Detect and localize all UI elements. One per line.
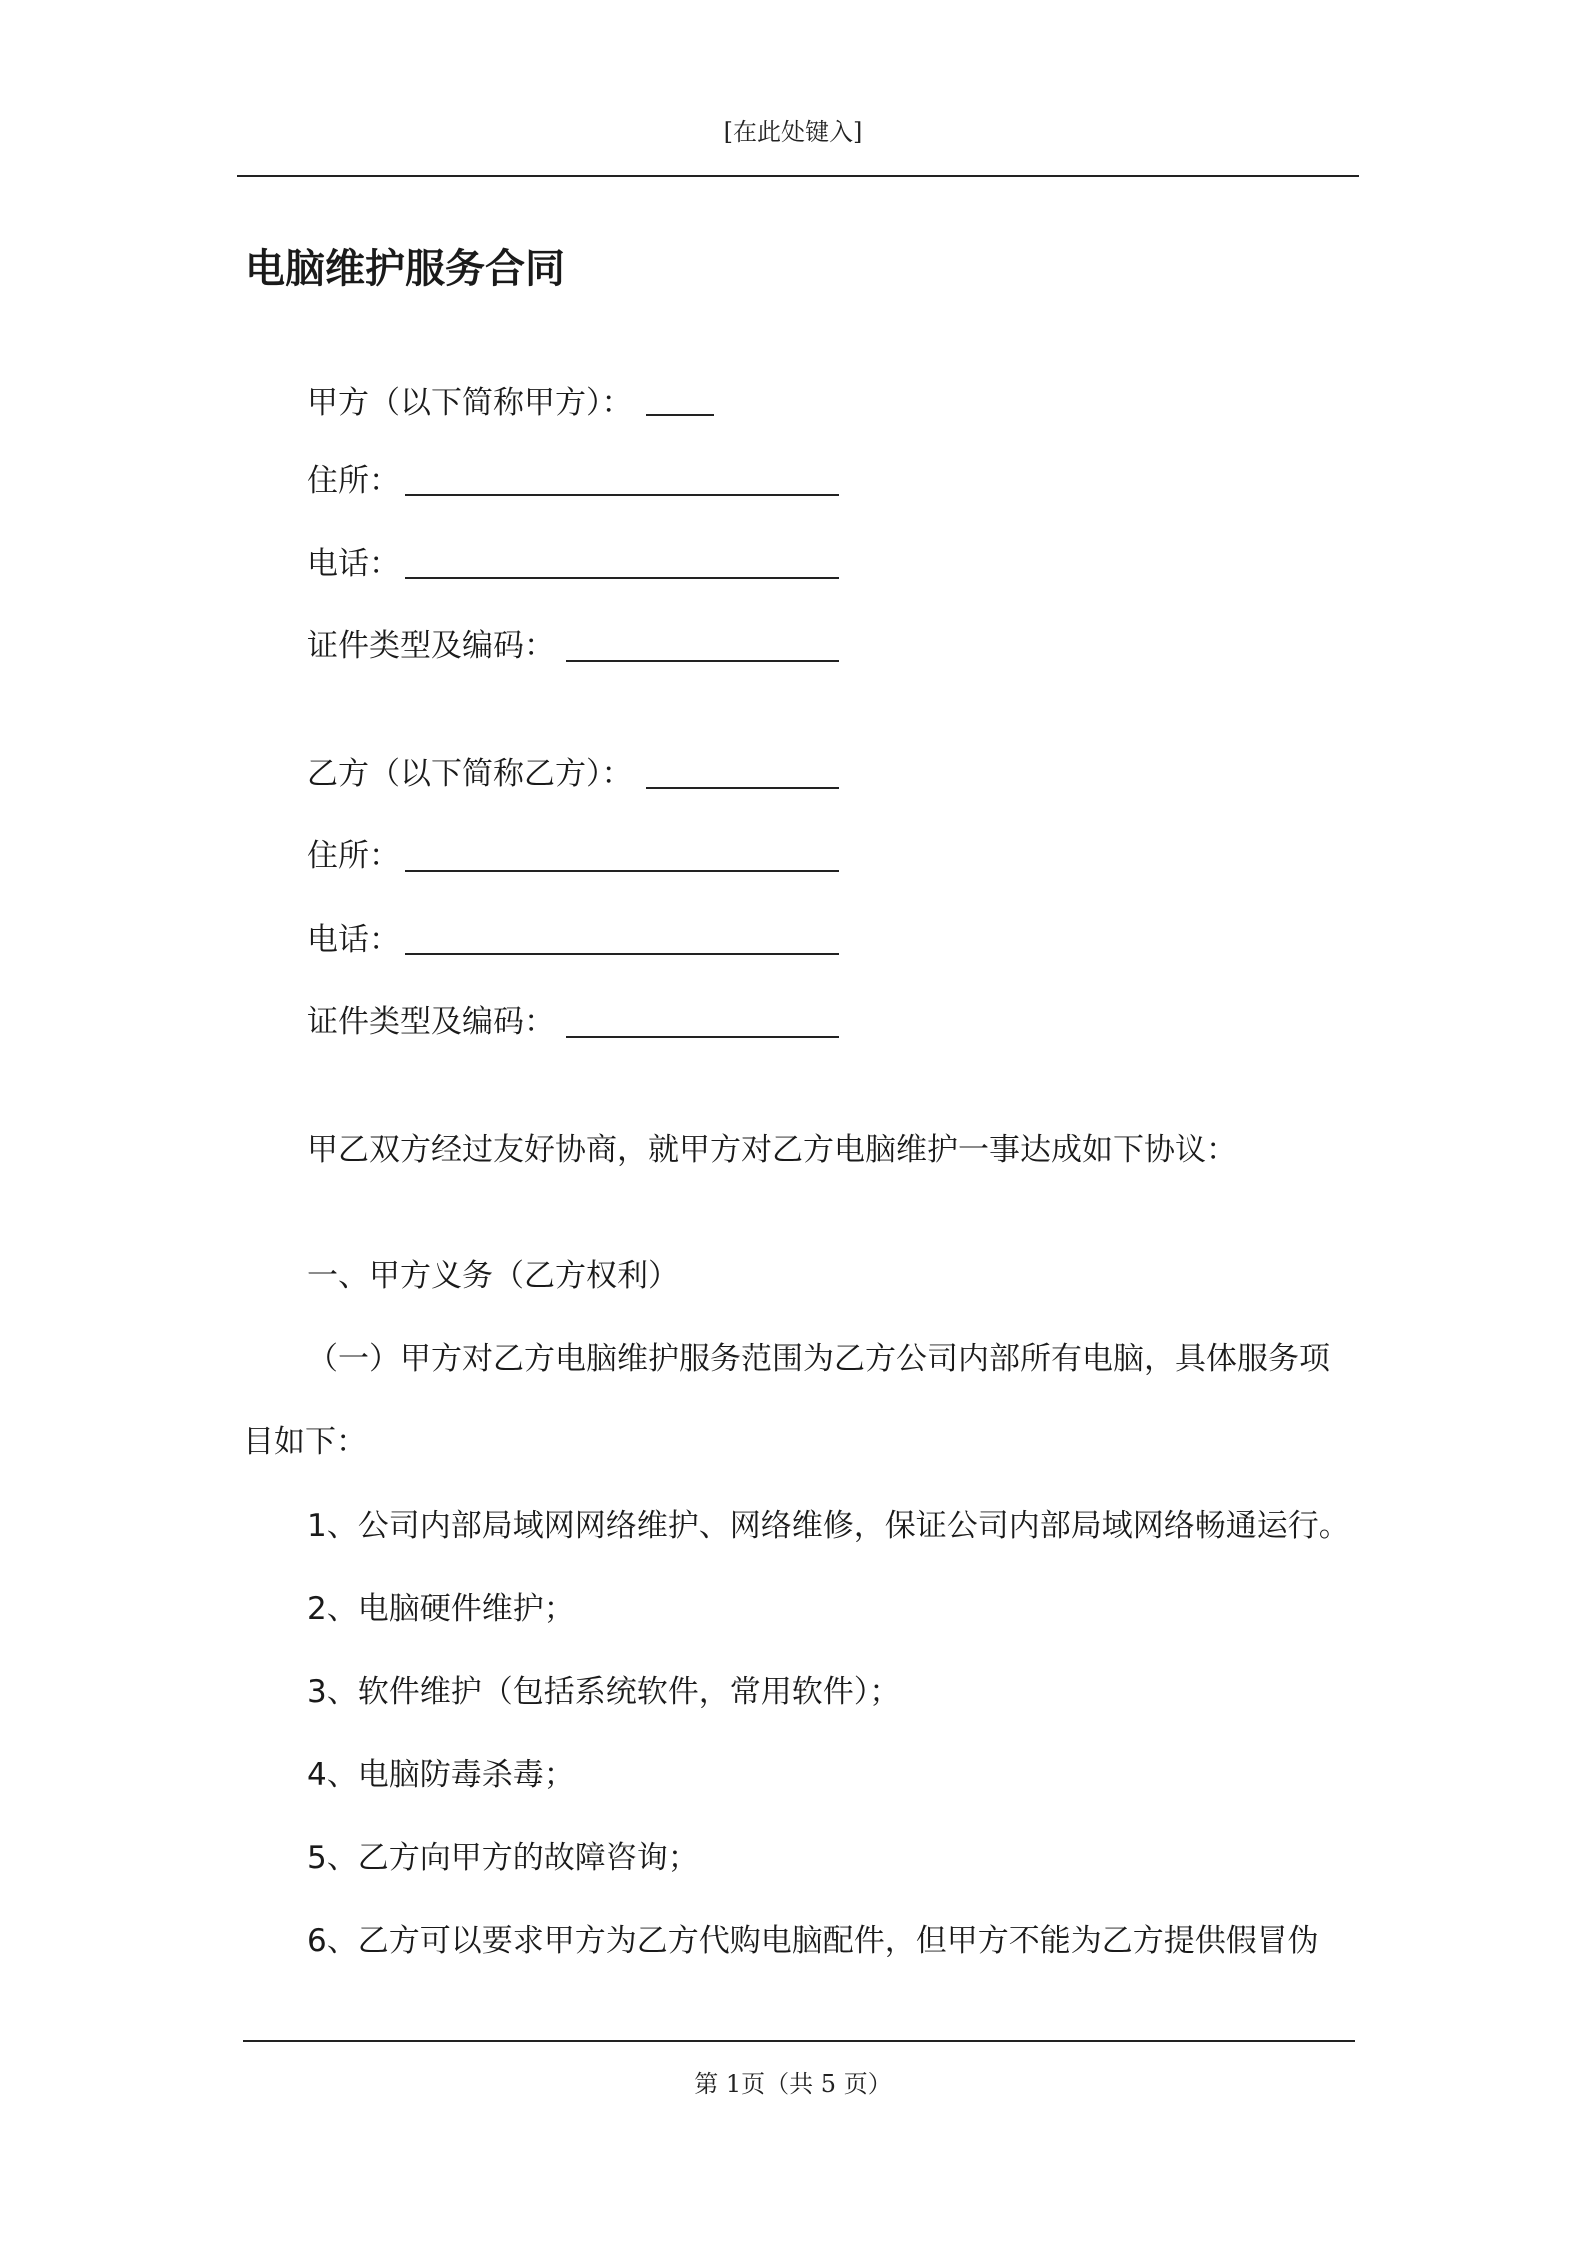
list-item: 1、公司内部局域网网络维护、网络维修，保证公司内部局域网络畅通运行。	[307, 1508, 1350, 1544]
party-b-phone-blank[interactable]	[405, 953, 839, 955]
party-a-phone-label: 电话：	[307, 546, 400, 582]
party-a-address-blank[interactable]	[405, 494, 839, 496]
page-number: 第 1页（共 5 页）	[694, 2070, 892, 2098]
clause-1-line-2: 目如下：	[243, 1424, 367, 1460]
party-a-phone-blank[interactable]	[405, 577, 839, 579]
party-b-name-blank[interactable]	[646, 787, 839, 789]
list-item: 4、电脑防毒杀毒；	[307, 1757, 575, 1793]
footer-rule	[243, 2040, 1355, 2042]
party-b-id-blank[interactable]	[566, 1036, 839, 1038]
party-b-id-label: 证件类型及编码：	[307, 1004, 555, 1040]
party-a-id-blank[interactable]	[566, 660, 839, 662]
list-item: 3、软件维护（包括系统软件，常用软件）；	[307, 1674, 901, 1710]
page-header: [在此处键入]	[723, 118, 863, 146]
list-item: 2、电脑硬件维护；	[307, 1591, 575, 1627]
party-b-address-blank[interactable]	[405, 870, 839, 872]
party-a-label: 甲方（以下简称甲方）：	[307, 385, 633, 421]
party-a-id-label: 证件类型及编码：	[307, 628, 555, 664]
header-rule	[237, 175, 1359, 177]
party-b-address-label: 住所：	[307, 838, 400, 874]
party-b-label: 乙方（以下简称乙方）：	[307, 756, 633, 792]
party-b-phone-label: 电话：	[307, 922, 400, 958]
list-item: 6、乙方可以要求甲方为乙方代购电脑配件，但甲方不能为乙方提供假冒伪	[307, 1923, 1319, 1959]
list-item: 5、乙方向甲方的故障咨询；	[307, 1840, 699, 1876]
agreement-intro: 甲乙双方经过友好协商，就甲方对乙方电脑维护一事达成如下协议：	[307, 1132, 1237, 1168]
section-heading: 一、甲方义务（乙方权利）	[307, 1258, 679, 1294]
document-title: 电脑维护服务合同	[245, 246, 565, 292]
party-a-address-label: 住所：	[307, 463, 400, 499]
party-a-name-blank[interactable]	[646, 414, 714, 416]
clause-1-line-1: （一）甲方对乙方电脑维护服务范围为乙方公司内部所有电脑，具体服务项	[307, 1341, 1330, 1377]
